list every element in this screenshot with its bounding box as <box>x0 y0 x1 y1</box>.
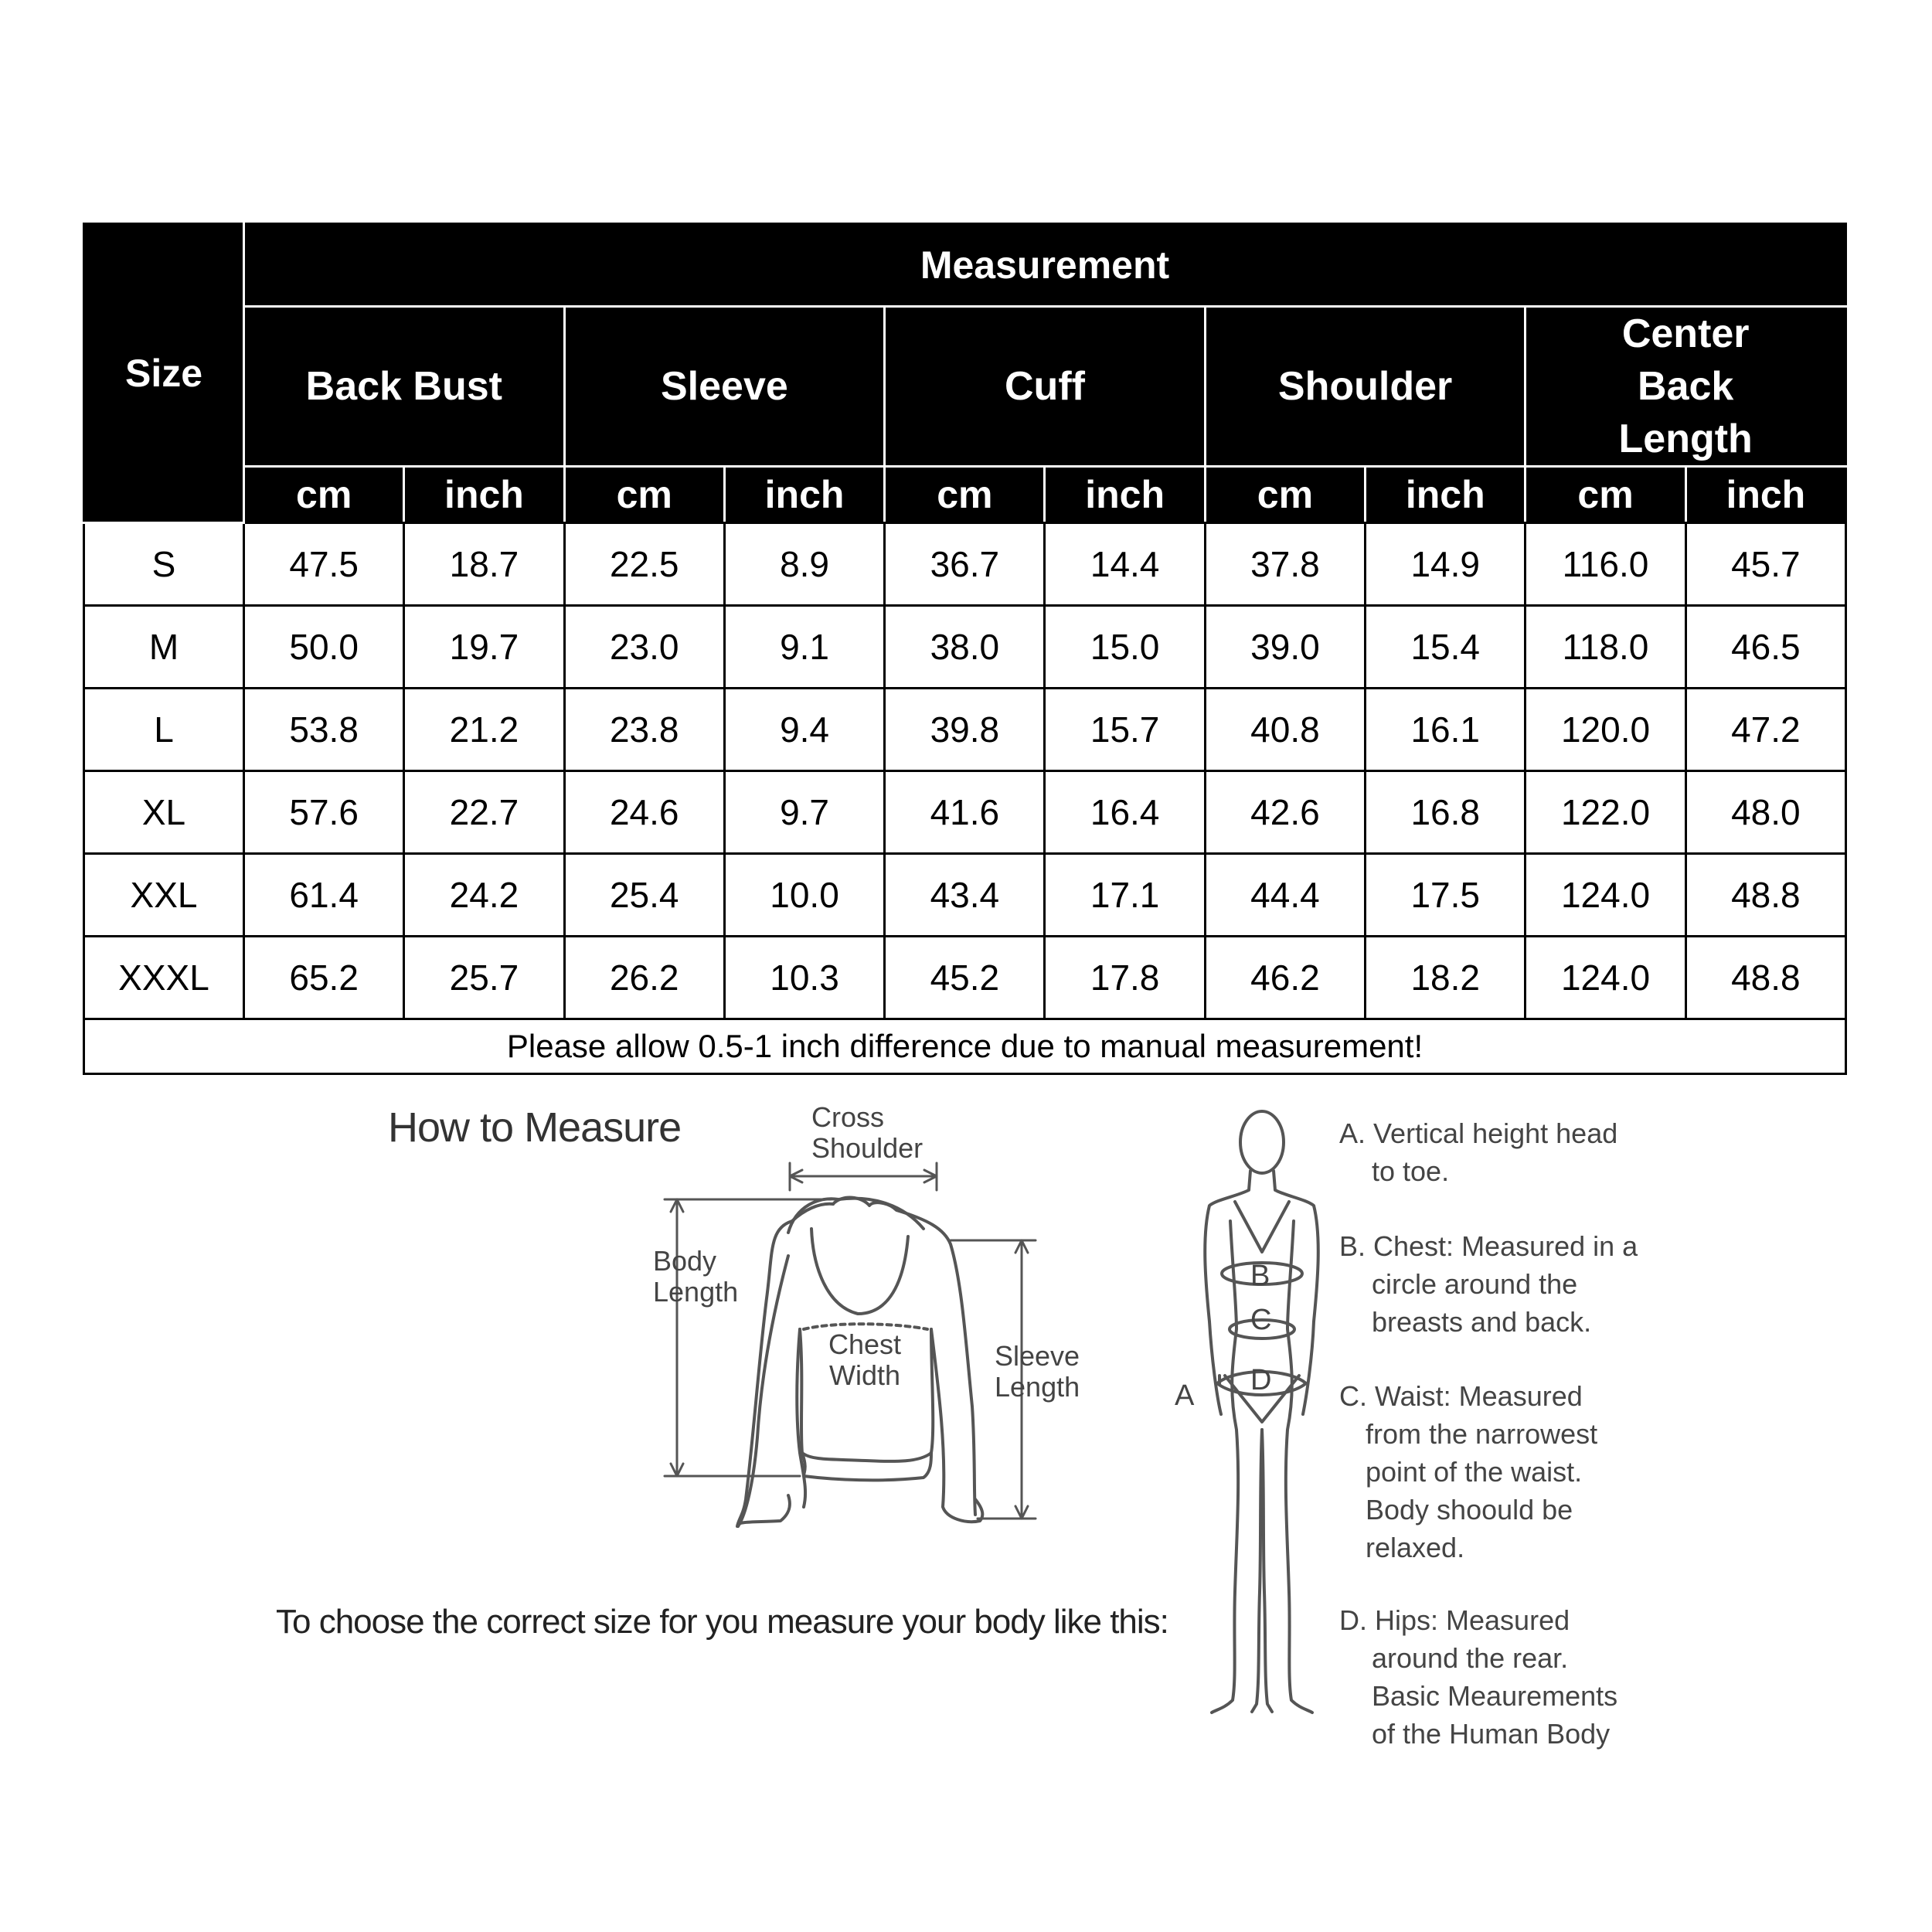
how-to-measure-title: How to Measure <box>388 1104 682 1151</box>
legend-b <box>1339 1227 1638 1341</box>
unit-header-center-back-length-cm: cm <box>1526 467 1685 523</box>
chest-width-label-line-1: Chest <box>828 1328 902 1360</box>
value-cell: 39.0 <box>1205 606 1365 689</box>
value-cell: 116.0 <box>1526 523 1685 606</box>
value-cell: 48.8 <box>1685 854 1845 937</box>
chest-width-label <box>828 1329 901 1391</box>
value-cell: 22.5 <box>564 523 724 606</box>
body-length-label <box>653 1246 738 1308</box>
value-cell: 45.2 <box>885 937 1045 1019</box>
value-cell: 40.8 <box>1205 689 1365 771</box>
human-figure <box>1205 1111 1318 1713</box>
value-cell: 43.4 <box>885 854 1045 937</box>
legend-b-line-3: breasts and back. <box>1372 1306 1592 1338</box>
group-header-back-bust: Back Bust <box>244 307 565 467</box>
value-cell: 9.7 <box>724 771 884 854</box>
value-cell: 9.4 <box>724 689 884 771</box>
legend-d-line-1: D. Hips: Measured <box>1339 1604 1570 1636</box>
group-header-shoulder: Shoulder <box>1205 307 1526 467</box>
sweater-left-sleeve-outer <box>738 1256 788 1526</box>
chest-width-label-line-2: Width <box>829 1359 901 1391</box>
size-cell: M <box>84 606 244 689</box>
value-cell: 16.1 <box>1366 689 1526 771</box>
center-back-length-label: Center Back Length <box>1618 311 1753 461</box>
value-cell: 47.2 <box>1685 689 1845 771</box>
figure-right-inner-leg <box>1262 1430 1272 1712</box>
value-cell: 47.5 <box>244 523 404 606</box>
value-cell: 15.4 <box>1366 606 1526 689</box>
value-cell: 48.0 <box>1685 771 1845 854</box>
value-cell: 18.7 <box>404 523 564 606</box>
value-cell: 14.9 <box>1366 523 1526 606</box>
value-cell: 46.5 <box>1685 606 1845 689</box>
value-cell: 23.8 <box>564 689 724 771</box>
sweater-collar <box>788 1199 923 1233</box>
sleeve-length-label-line-2: Length <box>995 1371 1080 1403</box>
value-cell: 25.4 <box>564 854 724 937</box>
value-cell: 44.4 <box>1205 854 1365 937</box>
legend-a-line-1: A. Vertical height head <box>1339 1117 1618 1149</box>
legend-c-line-4: Body shoould be <box>1366 1494 1573 1526</box>
value-cell: 16.8 <box>1366 771 1526 854</box>
cross-shoulder-label-line-2: Shoulder <box>811 1132 923 1164</box>
unit-header-sleeve-inch: inch <box>724 467 884 523</box>
size-cell: S <box>84 523 244 606</box>
legend-b-line-1: B. Chest: Measured in a <box>1339 1230 1638 1262</box>
marker-c: C <box>1250 1304 1272 1336</box>
value-cell: 9.1 <box>724 606 884 689</box>
legend-d-line-4: of the Human Body <box>1372 1718 1611 1750</box>
measurement-header: Measurement <box>244 224 1846 307</box>
unit-header-shoulder-cm: cm <box>1205 467 1365 523</box>
value-cell: 46.2 <box>1205 937 1365 1019</box>
legend-c-line-5: relaxed. <box>1366 1532 1465 1563</box>
value-cell: 17.1 <box>1045 854 1205 937</box>
value-cell: 53.8 <box>244 689 404 771</box>
size-header: Size <box>84 224 244 523</box>
measurement-note: Please allow 0.5-1 inch difference due to manual measurement! <box>84 1019 1846 1074</box>
cross-shoulder-label <box>811 1102 923 1164</box>
value-cell: 39.8 <box>885 689 1045 771</box>
value-cell: 24.2 <box>404 854 564 937</box>
value-cell: 18.2 <box>1366 937 1526 1019</box>
legend-a <box>1339 1114 1617 1190</box>
value-cell: 17.8 <box>1045 937 1205 1019</box>
unit-header-cuff-cm: cm <box>885 467 1045 523</box>
sleeve-length-label <box>995 1341 1080 1403</box>
value-cell: 124.0 <box>1526 854 1685 937</box>
legend-d <box>1339 1601 1617 1753</box>
value-cell: 24.6 <box>564 771 724 854</box>
sweater-hem <box>802 1453 931 1480</box>
legend-c-line-1: C. Waist: Measured <box>1339 1380 1583 1412</box>
unit-header-back-bust-inch: inch <box>404 467 564 523</box>
group-header-cuff: Cuff <box>885 307 1206 467</box>
value-cell: 8.9 <box>724 523 884 606</box>
unit-header-cuff-inch: inch <box>1045 467 1205 523</box>
value-cell: 23.0 <box>564 606 724 689</box>
legend-c-line-3: point of the waist. <box>1366 1456 1583 1488</box>
unit-header-center-back-length-inch: inch <box>1685 467 1845 523</box>
legend-c <box>1339 1377 1597 1566</box>
value-cell: 50.0 <box>244 606 404 689</box>
size-cell: XXXL <box>84 937 244 1019</box>
value-cell: 118.0 <box>1526 606 1685 689</box>
cross-shoulder-label-line-1: Cross <box>811 1101 885 1133</box>
value-cell: 17.5 <box>1366 854 1526 937</box>
size-cell: XXL <box>84 854 244 937</box>
legend-c-line-2: from the narrowest <box>1366 1418 1598 1450</box>
value-cell: 45.7 <box>1685 523 1845 606</box>
figure-neckline <box>1235 1202 1289 1252</box>
group-header-sleeve: Sleeve <box>564 307 885 467</box>
figure-left-inner-leg <box>1252 1430 1262 1712</box>
value-cell: 10.0 <box>724 854 884 937</box>
marker-b: B <box>1250 1260 1270 1292</box>
value-cell: 15.7 <box>1045 689 1205 771</box>
value-cell: 61.4 <box>244 854 404 937</box>
body-length-label-line-2: Length <box>653 1276 739 1308</box>
value-cell: 22.7 <box>404 771 564 854</box>
value-cell: 122.0 <box>1526 771 1685 854</box>
value-cell: 41.6 <box>885 771 1045 854</box>
body-markers <box>1175 1260 1271 1412</box>
body-length-label-line-1: Body <box>653 1245 717 1277</box>
value-cell: 38.0 <box>885 606 1045 689</box>
value-cell: 21.2 <box>404 689 564 771</box>
value-cell: 48.8 <box>1685 937 1845 1019</box>
unit-header-shoulder-inch: inch <box>1366 467 1526 523</box>
unit-header-back-bust-cm: cm <box>244 467 404 523</box>
size-cell: L <box>84 689 244 771</box>
value-cell: 65.2 <box>244 937 404 1019</box>
value-cell: 120.0 <box>1526 689 1685 771</box>
value-cell: 15.0 <box>1045 606 1205 689</box>
sweater-neck-drape <box>811 1229 908 1314</box>
legend-d-line-2: around the rear. <box>1372 1642 1569 1674</box>
value-cell: 36.7 <box>885 523 1045 606</box>
marker-a: A <box>1175 1379 1195 1412</box>
value-cell: 37.8 <box>1205 523 1365 606</box>
value-cell: 14.4 <box>1045 523 1205 606</box>
legend-a-line-2: to toe. <box>1372 1155 1450 1187</box>
figure-head <box>1240 1111 1284 1173</box>
value-cell: 19.7 <box>404 606 564 689</box>
sleeve-length-label-line-1: Sleeve <box>995 1340 1080 1372</box>
value-cell: 26.2 <box>564 937 724 1019</box>
unit-header-sleeve-cm: cm <box>564 467 724 523</box>
marker-d: D <box>1250 1364 1272 1396</box>
value-cell: 57.6 <box>244 771 404 854</box>
value-cell: 124.0 <box>1526 937 1685 1019</box>
value-cell: 16.4 <box>1045 771 1205 854</box>
value-cell: 10.3 <box>724 937 884 1019</box>
figure-right-side <box>1286 1221 1312 1713</box>
value-cell: 25.7 <box>404 937 564 1019</box>
figure-left-side <box>1212 1221 1238 1713</box>
size-cell: XL <box>84 771 244 854</box>
choose-size-instruction: To choose the correct size for you measure your body like this: <box>276 1603 1168 1641</box>
legend-b-line-2: circle around the <box>1372 1268 1578 1300</box>
legend-d-line-3: Basic Meaurements <box>1372 1680 1618 1712</box>
value-cell: 42.6 <box>1205 771 1365 854</box>
